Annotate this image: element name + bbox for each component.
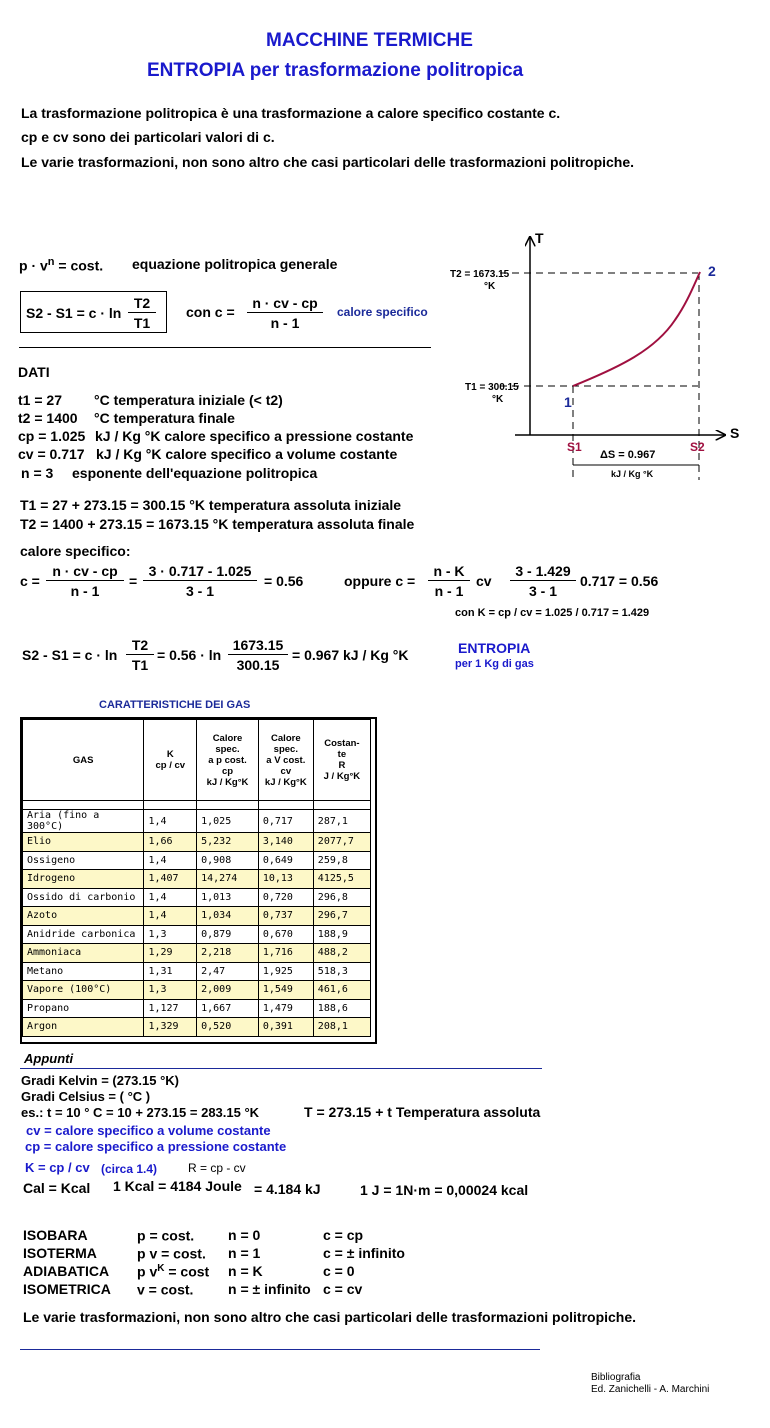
entropy-calc-lhs: S2 - S1 = c · ln — [22, 647, 118, 663]
dati-cp: cp = 1.025 — [18, 428, 86, 444]
calc-c-frac3-num: n - K — [428, 563, 470, 581]
intro-line-3: Le varie trasformazioni, non sono altro che casi particolari delle trasformazioni politropiche. — [21, 154, 635, 170]
gas-name-cell: Propano — [23, 999, 144, 1018]
gas-value-cell: 1,329 — [144, 1018, 197, 1037]
transformation-eq — [137, 1281, 193, 1298]
table-row — [23, 907, 371, 926]
gas-value-cell: 0,391 — [258, 1018, 313, 1037]
table-row — [23, 1018, 371, 1037]
table-header-line: spec. — [215, 743, 240, 755]
transformation-eq-main: p = cost. — [137, 1227, 195, 1244]
delta-s-label: ΔS = 0.967 — [600, 449, 656, 461]
calc-c-frac1-num: n · cv - cp — [46, 563, 124, 581]
table-row — [23, 962, 371, 981]
gas-name-cell: Metano — [23, 962, 144, 981]
transformation-eq-rest: = cost — [164, 1263, 210, 1280]
t-axis-label: T — [535, 230, 544, 246]
gas-value-cell: 1,716 — [258, 944, 313, 963]
gas-value-cell: 0,908 — [197, 851, 259, 870]
appunti-heading: Appunti — [24, 1051, 74, 1066]
gas-value-cell: 1,3 — [144, 981, 197, 1000]
gas-name-cell: Idrogeno — [23, 870, 144, 889]
transformation-eq — [137, 1263, 209, 1280]
point-2: 2 — [708, 263, 716, 279]
entropy-calc-frac2 — [228, 637, 288, 673]
calc-c-result2: 0.717 = 0.56 — [580, 573, 659, 589]
gas-value-cell: 1,4 — [144, 907, 197, 926]
gas-value-cell: 208,1 — [313, 1018, 370, 1037]
bibliography-label: Bibliografia — [591, 1372, 641, 1383]
t2-unit: °K — [484, 281, 496, 292]
transformation-name: ADIABATICA — [23, 1263, 110, 1279]
c-frac-num: n · cv - cp — [247, 295, 323, 313]
table-header-line: te — [337, 749, 347, 760]
table-row — [23, 851, 371, 870]
gas-value-cell: 5,232 — [197, 833, 259, 852]
table-row — [23, 925, 371, 944]
gas-value-cell: 1,025 — [197, 810, 259, 833]
dati-cv-desc: kJ / Kg °K calore specifico a volume costante — [96, 446, 398, 462]
table-header-line: a V cost. — [266, 754, 306, 766]
gas-value-cell: 0,520 — [197, 1018, 259, 1037]
gas-table — [22, 719, 371, 1037]
calc-c-oppure: oppure c = — [344, 573, 416, 589]
gas-value-cell: 1,034 — [197, 907, 259, 926]
dati-n: n = 3 — [21, 465, 54, 481]
c-formula-con: con c = — [186, 304, 235, 320]
appunti-cv-def: cv = calore specifico a volume costante — [26, 1123, 271, 1138]
point-1: 1 — [564, 394, 572, 410]
table-header-line: K — [166, 749, 174, 760]
table-header-line: Costan- — [324, 738, 360, 749]
table-header-line: J / Kg°K — [323, 771, 361, 782]
gas-value-cell: 1,3 — [144, 925, 197, 944]
entropy-calc-frac1-den: T1 — [131, 657, 149, 673]
table-header-4 — [313, 720, 370, 801]
gas-value-cell: 4125,5 — [313, 870, 370, 889]
s1-label: S1 — [567, 440, 582, 454]
table-row — [23, 810, 371, 833]
gas-value-cell: 488,2 — [313, 944, 370, 963]
gas-value-cell: 0,717 — [258, 810, 313, 833]
eq-exponent: n — [47, 256, 55, 268]
t1-unit: °K — [492, 394, 504, 405]
calc-c-frac1-den: n - 1 — [70, 583, 100, 599]
c-formula-fraction — [247, 295, 323, 331]
appunti-circa: (circa 1.4) — [101, 1162, 158, 1176]
gas-value-cell: 1,4 — [144, 851, 197, 870]
appunti-kelvin: Gradi Kelvin = (273.15 °K) — [21, 1073, 180, 1088]
table-header-line: cp / cv — [155, 760, 186, 771]
table-header-line: kJ / Kg°K — [264, 776, 307, 788]
gas-name-cell: Ammoniaca — [23, 944, 144, 963]
appunti-example: es.: t = 10 ° C = 10 + 273.15 = 283.15 °K — [21, 1105, 260, 1120]
table-row — [23, 870, 371, 889]
table-header-row — [23, 720, 371, 801]
entropy-label: ENTROPIA — [458, 640, 531, 656]
gas-value-cell: 1,4 — [144, 810, 197, 833]
table-row — [23, 999, 371, 1018]
delta-s-unit: kJ / Kg °K — [611, 469, 654, 479]
gas-value-cell: 1,667 — [197, 999, 259, 1018]
eq-lhs: p · v — [19, 257, 48, 274]
polytropic-curve — [573, 272, 700, 386]
intro-line-2: cp e cv sono dei particolari valori di c. — [21, 129, 275, 145]
table-row — [23, 944, 371, 963]
transformation-n: n = K — [228, 1263, 263, 1279]
calc-c-frac2-num: 3 · 0.717 - 1.025 — [143, 563, 257, 581]
calc-c-frac2-den: 3 - 1 — [185, 583, 214, 599]
calc-c-eq: c = — [20, 573, 40, 589]
gas-value-cell: 188,6 — [313, 999, 370, 1018]
gas-value-cell: 2077,7 — [313, 833, 370, 852]
c-frac-den: n - 1 — [270, 315, 300, 331]
transformation-eq-main: p v — [137, 1263, 158, 1280]
entropy-calc-frac1-num: T2 — [126, 637, 154, 655]
appunti-celsius: Gradi Celsius = ( °C ) — [21, 1089, 151, 1104]
table-header-line: Calore — [212, 732, 243, 744]
dati-abs-t2: T2 = 1400 + 273.15 = 1673.15 °K temperatura assoluta finale — [20, 516, 415, 532]
transformation-eq-sup: K — [157, 1263, 165, 1274]
transformation-n: n = 0 — [228, 1227, 261, 1243]
dati-heading: DATI — [18, 364, 50, 380]
c-formula-label: calore specifico — [337, 305, 428, 319]
gas-value-cell: 1,31 — [144, 962, 197, 981]
gas-value-cell: 0,670 — [258, 925, 313, 944]
intro-line-1: La trasformazione politropica è una trasformazione a calore specifico costante c. — [21, 105, 561, 121]
s-axis-label: S — [730, 425, 740, 441]
entropy-calc-result: = 0.967 kJ / Kg °K — [292, 647, 409, 663]
transformation-name: ISOBARA — [23, 1227, 88, 1243]
table-caption: CARATTERISTICHE DEI GAS — [99, 699, 251, 711]
general-equation — [19, 256, 103, 274]
dati-t2: t2 = 1400 — [18, 410, 78, 426]
entropy-calc-frac2-num: 1673.15 — [228, 637, 288, 655]
calc-c-frac3 — [428, 563, 470, 599]
table-header-line: R — [338, 760, 346, 771]
gas-value-cell: 0,879 — [197, 925, 259, 944]
appunti-kj: = 4.184 kJ — [254, 1181, 321, 1197]
gas-value-cell: 461,6 — [313, 981, 370, 1000]
dati-abs-t1: T1 = 27 + 273.15 = 300.15 °K temperatura assoluta iniziale — [20, 497, 402, 513]
calc-c-cv: cv — [476, 573, 492, 589]
box-frac-den: T1 — [133, 315, 151, 331]
appunti-k-def: K = cp / cv — [25, 1160, 90, 1175]
dati-n-desc: esponente dell'equazione politropica — [72, 465, 318, 481]
gas-value-cell: 2,009 — [197, 981, 259, 1000]
box-frac-num: T2 — [128, 295, 156, 313]
gas-value-cell: 2,47 — [197, 962, 259, 981]
transformation-c: c = cp — [323, 1227, 364, 1243]
calc-c-frac3-den: n - 1 — [434, 583, 464, 599]
table-header-line: cv — [280, 765, 292, 777]
entropy-calc-mid: = 0.56 · ln — [157, 647, 222, 663]
entropy-calc-frac2-den: 300.15 — [236, 657, 280, 673]
transformation-n: n = 1 — [228, 1245, 261, 1261]
divider-3 — [20, 1349, 540, 1350]
transformation-eq — [137, 1245, 206, 1262]
box-formula-fraction — [128, 295, 156, 331]
gas-value-cell: 1,127 — [144, 999, 197, 1018]
table-header-1 — [144, 720, 197, 801]
appunti-tabs: T = 273.15 + t Temperatura assoluta — [304, 1104, 541, 1120]
gas-name-cell: Anidride carbonica — [23, 925, 144, 944]
dati-t1-desc: °C temperatura iniziale (< t2) — [94, 392, 283, 408]
calc-c-frac1 — [46, 563, 124, 599]
appunti-cal: Cal = Kcal — [23, 1180, 91, 1196]
calc-c-heading: calore specifico: — [20, 543, 131, 559]
calc-c-conk: con K = cp / cv = 1.025 / 0.717 = 1.429 — [455, 607, 650, 619]
table-row — [23, 833, 371, 852]
gas-value-cell: 1,925 — [258, 962, 313, 981]
closing-text: Le varie trasformazioni, non sono altro che casi particolari delle trasformazioni politropiche. — [23, 1309, 637, 1325]
transformation-eq — [137, 1227, 194, 1244]
gas-name-cell: Ossido di carbonio — [23, 888, 144, 907]
page-subtitle: ENTROPIA per trasformazione politropica — [147, 60, 524, 81]
dati-cv: cv = 0.717 — [18, 446, 85, 462]
calc-c-result: = 0.56 — [264, 573, 304, 589]
gas-value-cell: 0,720 — [258, 888, 313, 907]
transformation-c: c = ± infinito — [323, 1245, 405, 1261]
t2-label: T2 = 1673.15 — [450, 269, 510, 280]
table-header-line: kJ / Kg°K — [206, 776, 249, 788]
calc-c-frac2 — [143, 563, 257, 599]
gas-value-cell: 2,218 — [197, 944, 259, 963]
gas-name-cell: Azoto — [23, 907, 144, 926]
calc-c-eq2: = — [129, 573, 138, 589]
appunti-cp-def: cp = calore specifico a pressione costante — [25, 1139, 287, 1154]
transformation-name: ISOTERMA — [23, 1245, 97, 1261]
bibliography-source: Ed. Zanichelli - A. Marchini — [591, 1384, 710, 1395]
dati-t1 — [18, 392, 62, 408]
transformation-eq-main: v = cost. — [137, 1281, 194, 1298]
table-header-0 — [23, 720, 144, 801]
appunti-joule: 1 J = 1N·m = 0,00024 kcal — [360, 1182, 529, 1198]
gas-value-cell: 287,1 — [313, 810, 370, 833]
dati-cp-desc: kJ / Kg °K calore specifico a pressione costante — [95, 428, 414, 444]
gas-value-cell: 1,013 — [197, 888, 259, 907]
gas-name-cell: Vapore (100°C) — [23, 981, 144, 1000]
s2-label: S2 — [690, 440, 705, 454]
transformation-name: ISOMETRICA — [23, 1281, 111, 1297]
entropy-label-sub: per 1 Kg di gas — [455, 658, 534, 670]
gas-value-cell: 296,7 — [313, 907, 370, 926]
dati-t2-desc: °C temperatura finale — [94, 410, 235, 426]
gas-name-cell: Argon — [23, 1018, 144, 1037]
calc-c-frac4-den: 3 - 1 — [528, 583, 557, 599]
gas-value-cell: 188,9 — [313, 925, 370, 944]
calc-c-frac4-num: 3 - 1.429 — [510, 563, 576, 581]
box-formula-lhs: S2 - S1 = c · ln — [26, 305, 122, 321]
gas-value-cell: 10,13 — [258, 870, 313, 889]
gas-value-cell: 1,29 — [144, 944, 197, 963]
gas-value-cell: 14,274 — [197, 870, 259, 889]
divider-1 — [19, 347, 431, 348]
page-title: MACCHINE TERMICHE — [266, 30, 473, 51]
general-equation-label: equazione politropica generale — [132, 256, 338, 272]
eq-rhs: = cost. — [58, 257, 104, 274]
table-header-line: spec. — [273, 743, 298, 755]
gas-value-cell: 296,8 — [313, 888, 370, 907]
transformation-eq-main: p v = cost. — [137, 1245, 206, 1262]
table-row — [23, 981, 371, 1000]
transformation-n: n = ± infinito — [228, 1281, 311, 1297]
gas-value-cell: 1,479 — [258, 999, 313, 1018]
dati-t1-lhs: t1 = 27 — [18, 392, 62, 408]
table-header-3 — [258, 720, 313, 801]
table-header-2 — [197, 720, 259, 801]
gas-value-cell: 1,549 — [258, 981, 313, 1000]
gas-value-cell: 259,8 — [313, 851, 370, 870]
calc-c-frac4 — [510, 563, 576, 599]
gas-name-cell: Ossigeno — [23, 851, 144, 870]
gas-value-cell: 0,649 — [258, 851, 313, 870]
gas-value-cell: 1,66 — [144, 833, 197, 852]
table-header-line: Calore — [271, 732, 301, 744]
entropy-calc-frac1 — [126, 637, 154, 673]
ts-diagram — [440, 225, 760, 490]
divider-2 — [20, 1068, 542, 1069]
appunti-kcal: 1 Kcal = 4184 Joule — [113, 1178, 242, 1194]
transformation-c: c = 0 — [323, 1263, 355, 1279]
gas-value-cell: 518,3 — [313, 962, 370, 981]
table-header-line: GAS — [72, 754, 94, 766]
gas-value-cell: 3,140 — [258, 833, 313, 852]
table-row — [23, 888, 371, 907]
gas-value-cell: 1,407 — [144, 870, 197, 889]
gas-value-cell: 0,737 — [258, 907, 313, 926]
transformation-c: c = cv — [323, 1281, 363, 1297]
t1-label: T1 = 300.15 — [465, 382, 519, 393]
table-header-line: a p cost. — [208, 754, 247, 766]
appunti-r-def: R = cp - cv — [188, 1161, 246, 1175]
gas-name-cell: Elio — [23, 833, 144, 852]
gas-name-cell: Aria (fino a 300°C) — [23, 810, 144, 833]
table-header-line: cp — [221, 765, 234, 777]
gas-value-cell: 1,4 — [144, 888, 197, 907]
